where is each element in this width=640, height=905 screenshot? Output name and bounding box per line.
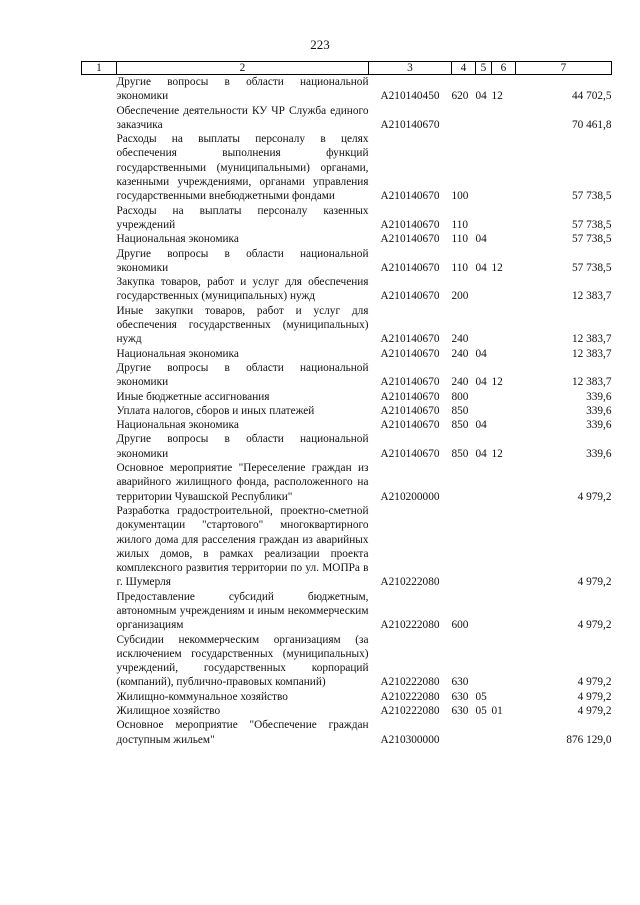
row-amount: 57 738,5 <box>571 218 612 231</box>
row-number-cell <box>82 347 117 361</box>
row-number-cell <box>82 75 117 104</box>
budget-table <box>81 61 612 747</box>
header-row <box>82 62 612 75</box>
row-name: Разработка градостроительной, проектно-сметной документации "стартового" многоквартирного жилого дома для расселения граждан из аварийных жилых домов, в рамках реализации проекта комплексного развития территории по ул. МОПРа в г. Шумерля <box>116 504 369 589</box>
row-subsection: 12 <box>491 447 503 460</box>
row-amount: 4 979,2 <box>577 576 612 589</box>
row-subsection <box>492 132 516 203</box>
row-name: Другие вопросы в области национальной экономики <box>116 247 369 274</box>
row-target-code: А210140670 <box>380 190 440 203</box>
row-amount: 339,6 <box>586 404 612 417</box>
row-amount: 57 738,5 <box>571 261 612 274</box>
row-expense-type: 630 <box>451 705 469 718</box>
row-target-code: А210222080 <box>380 676 440 689</box>
row-amount: 12 383,7 <box>571 290 612 303</box>
table-row <box>82 704 612 718</box>
row-expense-type: 100 <box>451 190 469 203</box>
row-target-code: А210140670 <box>380 218 440 231</box>
row-expense-type: 240 <box>451 333 469 346</box>
row-expense-type: 110 <box>451 218 469 231</box>
header-col-1: 1 <box>82 62 117 75</box>
row-subsection <box>492 718 516 747</box>
row-number-cell <box>82 404 117 418</box>
table-row <box>82 461 612 504</box>
row-number-cell <box>82 418 117 432</box>
row-name: Уплата налогов, сборов и иных платежей <box>116 404 315 417</box>
row-name: Расходы на выплаты персоналу в целях обеспечения выполнения функций государственными (муниципальными) органами, казенными учреждениями, органами управления государственными внебюджетными фондами <box>116 133 369 203</box>
row-expense-type: 630 <box>451 690 469 703</box>
row-number-cell <box>82 432 117 461</box>
row-target-code: А210140670 <box>380 347 440 360</box>
row-amount: 876 129,0 <box>566 733 612 746</box>
row-section <box>476 132 492 203</box>
table-row <box>82 504 612 590</box>
row-amount: 12 383,7 <box>571 347 612 360</box>
row-expense-type: 620 <box>451 90 469 103</box>
row-number-cell <box>82 132 117 203</box>
table-row <box>82 590 612 633</box>
row-target-code: А210200000 <box>380 490 440 503</box>
row-number-cell <box>82 718 117 747</box>
row-name: Национальная экономика <box>116 233 239 246</box>
row-name: Субсидии некоммерческим организациям (за исключением государственных (муниципальных) учреждений, государственных корпораций (компаний), публично-правовых компаний) <box>116 633 369 689</box>
table-row <box>82 75 612 104</box>
row-section <box>476 461 492 504</box>
row-section <box>476 390 492 404</box>
row-amount: 12 383,7 <box>571 376 612 389</box>
row-subsection <box>492 204 516 233</box>
row-expense-type <box>452 504 476 590</box>
row-target-code: А210222080 <box>380 619 440 632</box>
row-name: Закупка товаров, работ и услуг для обеспечения государственных (муниципальных) нужд <box>116 276 369 303</box>
header-col-2: 2 <box>117 62 369 75</box>
row-expense-type: 800 <box>451 390 469 403</box>
row-target-code: А210140670 <box>380 419 440 432</box>
table-row <box>82 390 612 404</box>
row-expense-type: 240 <box>451 347 469 360</box>
row-amount: 57 738,5 <box>571 190 612 203</box>
row-subsection <box>492 390 516 404</box>
table-row <box>82 633 612 690</box>
row-target-code: А210222080 <box>380 690 440 703</box>
row-section <box>476 275 492 304</box>
row-name: Предоставление субсидий бюджетным, автономным учреждениям и иным некоммерческим организациям <box>116 590 369 632</box>
row-subsection <box>492 232 516 246</box>
row-name: Другие вопросы в области национальной экономики <box>116 76 369 103</box>
row-subsection: 01 <box>491 705 503 718</box>
row-number-cell <box>82 504 117 590</box>
table-row <box>82 247 612 276</box>
row-amount: 4 979,2 <box>577 490 612 503</box>
row-section: 04 <box>475 347 487 360</box>
table-row <box>82 104 612 133</box>
row-expense-type: 240 <box>451 376 469 389</box>
row-amount: 339,6 <box>586 390 612 403</box>
row-amount: 4 979,2 <box>577 619 612 632</box>
table-row <box>82 132 612 203</box>
row-section <box>476 304 492 347</box>
row-number-cell <box>82 232 117 246</box>
row-section <box>476 718 492 747</box>
table-row <box>82 404 612 418</box>
row-name: Национальная экономика <box>116 419 239 432</box>
row-expense-type <box>452 718 476 747</box>
row-subsection <box>492 418 516 432</box>
row-target-code: А210140670 <box>380 333 440 346</box>
row-amount: 12 383,7 <box>571 333 612 346</box>
row-name: Жилищно-коммунальное хозяйство <box>116 690 288 703</box>
row-subsection: 12 <box>491 261 503 274</box>
row-section: 04 <box>475 261 487 274</box>
header-col-7: 7 <box>516 62 612 75</box>
row-number-cell <box>82 104 117 133</box>
row-subsection <box>492 590 516 633</box>
row-subsection: 12 <box>491 90 503 103</box>
row-target-code: А210140670 <box>380 404 440 417</box>
row-number-cell <box>82 461 117 504</box>
row-name: Национальная экономика <box>116 347 239 360</box>
row-target-code: А210300000 <box>380 733 440 746</box>
row-amount: 44 702,5 <box>571 90 612 103</box>
row-section <box>476 590 492 633</box>
row-target-code: А210222080 <box>380 576 440 589</box>
row-section: 04 <box>475 233 487 246</box>
row-expense-type <box>452 461 476 504</box>
row-target-code: А210140670 <box>380 290 440 303</box>
row-target-code: А210140670 <box>380 118 440 131</box>
row-expense-type: 200 <box>451 290 469 303</box>
row-expense-type: 850 <box>451 419 469 432</box>
row-section: 04 <box>475 419 487 432</box>
row-section <box>476 404 492 418</box>
row-name: Другие вопросы в области национальной экономики <box>116 361 369 389</box>
row-subsection: 12 <box>491 376 503 389</box>
row-subsection <box>492 690 516 704</box>
row-number-cell <box>82 633 117 690</box>
table-row <box>82 690 612 704</box>
row-subsection <box>492 304 516 347</box>
row-name: Другие вопросы в области национальной экономики <box>116 433 369 460</box>
row-amount: 57 738,5 <box>571 233 612 246</box>
row-number-cell <box>82 275 117 304</box>
row-subsection <box>492 504 516 590</box>
page-number: 223 <box>310 37 330 52</box>
row-number-cell <box>82 390 117 404</box>
table-body <box>82 75 612 747</box>
row-subsection <box>492 404 516 418</box>
row-number-cell <box>82 247 117 276</box>
row-number-cell <box>82 704 117 718</box>
row-target-code: А210140670 <box>380 233 440 246</box>
row-expense-type: 110 <box>451 233 469 246</box>
table-header <box>82 62 612 75</box>
table-row <box>82 347 612 361</box>
row-section <box>476 633 492 690</box>
row-subsection <box>492 461 516 504</box>
header-col-4: 4 <box>452 62 476 75</box>
table-row <box>82 232 612 246</box>
row-section: 04 <box>475 90 487 103</box>
row-section <box>476 104 492 133</box>
row-amount: 4 979,2 <box>577 676 612 689</box>
row-section: 05 <box>475 705 487 718</box>
row-name: Обеспечение деятельности КУ ЧР Служба единого заказчика <box>116 104 369 131</box>
table-row <box>82 718 612 747</box>
row-number-cell <box>82 690 117 704</box>
row-subsection <box>492 347 516 361</box>
row-amount: 339,6 <box>586 419 612 432</box>
row-amount: 4 979,2 <box>577 690 612 703</box>
row-target-code: А210140670 <box>380 390 440 403</box>
table-row <box>82 204 612 233</box>
row-name: Иные закупки товаров, работ и услуг для обеспечения государственных (муниципальных) нужд <box>116 304 369 346</box>
row-section: 04 <box>475 447 487 460</box>
row-section <box>476 204 492 233</box>
row-name: Жилищное хозяйство <box>116 705 221 718</box>
row-expense-type: 850 <box>451 447 469 460</box>
row-name: Иные бюджетные ассигнования <box>116 390 270 403</box>
row-expense-type <box>452 104 476 133</box>
row-subsection <box>492 104 516 133</box>
row-expense-type: 630 <box>451 676 469 689</box>
row-name: Расходы на выплаты персоналу казенных учреждений <box>116 204 369 231</box>
row-subsection <box>492 275 516 304</box>
row-number-cell <box>82 204 117 233</box>
row-amount: 4 979,2 <box>577 705 612 718</box>
row-number-cell <box>82 590 117 633</box>
row-name: Основное мероприятие "Переселение граждан из аварийного жилищного фонда, расположенного на территории Чувашской Республики" <box>116 462 369 503</box>
table-row <box>82 304 612 347</box>
row-section: 04 <box>475 376 487 389</box>
row-subsection <box>492 633 516 690</box>
row-number-cell <box>82 361 117 390</box>
row-target-code: А210140450 <box>380 90 440 103</box>
row-expense-type: 850 <box>451 404 469 417</box>
row-section <box>476 504 492 590</box>
row-section: 05 <box>475 690 487 703</box>
row-expense-type: 600 <box>451 619 469 632</box>
header-col-6: 6 <box>492 62 516 75</box>
row-target-code: А210222080 <box>380 705 440 718</box>
row-target-code: А210140670 <box>380 376 440 389</box>
table-row <box>82 275 612 304</box>
table-row <box>82 361 612 390</box>
header-col-3: 3 <box>369 62 452 75</box>
row-amount: 70 461,8 <box>571 118 612 131</box>
row-amount: 339,6 <box>586 447 612 460</box>
row-target-code: А210140670 <box>380 447 440 460</box>
table-row <box>82 418 612 432</box>
row-target-code: А210140670 <box>380 261 440 274</box>
row-number-cell <box>82 304 117 347</box>
table-row <box>82 432 612 461</box>
header-col-5: 5 <box>476 62 492 75</box>
row-name: Основное мероприятие "Обеспечение граждан доступным жильем" <box>116 719 369 746</box>
row-expense-type: 110 <box>451 261 469 274</box>
